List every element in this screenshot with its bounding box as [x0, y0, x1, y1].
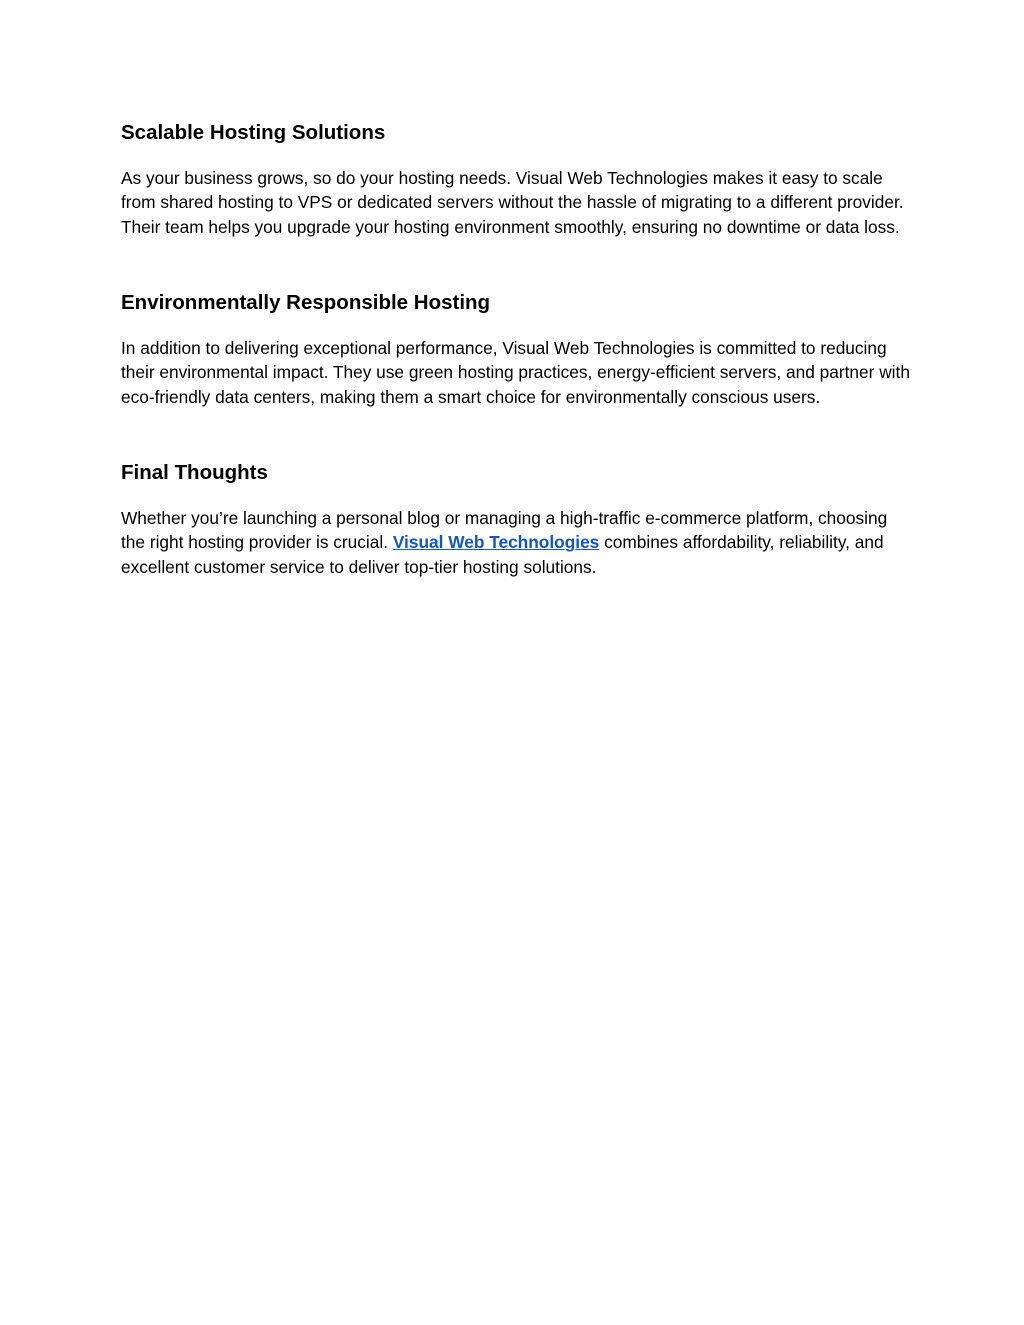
section-final-thoughts: [121, 460, 911, 579]
section-heading: Scalable Hosting Solutions: [121, 121, 386, 144]
section-heading: Environmentally Responsible Hosting: [121, 291, 491, 314]
section-scalable-hosting: [121, 120, 911, 239]
section-heading: Final Thoughts: [121, 461, 268, 484]
section-paragraph: [121, 506, 911, 579]
section-paragraph: As your business grows, so do your hosting needs. Visual Web Technologies makes it easy to scale from shared hosting to VPS or dedicated servers without the hassle of migrating to a different provider. Their team helps you upgrade your hosting environment smoothly, ensuring no downtime or data loss.: [121, 168, 904, 237]
paragraph-text-before-link: Whether you’re launching a personal blog or managing a high-traffic e-commerce platform, choosing the right hosting provider is crucial.: [121, 508, 888, 553]
section-environmental-hosting: [121, 290, 911, 409]
paragraph-text-after-link: combines affordability, reliability, and excellent customer service to deliver top-tier hosting solutions.: [121, 532, 884, 577]
section-paragraph: In addition to delivering exceptional performance, Visual Web Technologies is committed to reducing their environmental impact. They use green hosting practices, energy-efficient servers, and partner with eco-friendly data centers, making them a smart choice for environmentally conscious users.: [121, 338, 910, 407]
visual-web-technologies-link[interactable]: Visual Web Technologies: [392, 532, 600, 553]
